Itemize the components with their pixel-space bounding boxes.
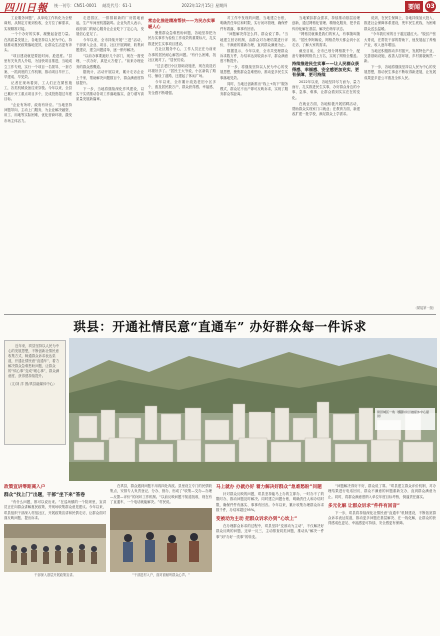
village-meeting-photo (4, 524, 106, 572)
subheading: 常态化推进精准帮扶——为民办实事暖人心 (148, 18, 216, 29)
top-column-3 (148, 16, 216, 311)
column-text: 走进园区，一排排崭新的厂房拔地而起，生产车间里机器轰鸣。企业负责人表示，政府部门的贴心服务让企业吃下了定心丸，发展信心更足了。 今年以来，全市持续开展“三进”活动，干部深入企业、项目、社区开展调研，收集问题建议，建立问题清单，逐一销号解决。 “以前办事要跑好几个部门，现在一窗受理、一次办好，真是太方便了。”前来办理业务的群众感慨道。 据统计，活动开展以来，累计走访企业上千家，帮助解决问题数百个，群众满意度持续提升。 下一步，当地将继续深化作风建设，以实干实绩推动各项工作落地落实，奋力谱写高质量发展新篇章。 (76, 16, 144, 102)
door-to-door-photo (110, 508, 212, 572)
column-text: 在办理群众诉求的过程中，珙县坚持“变被动为主动”，不仅解决好群众反映的问题，还举一反三，主动排查同类问题，推动从“解决一件事”到“办好一类事”的转变。 (216, 524, 324, 539)
intro-box (4, 340, 66, 445)
intro-text: 近年来，珙县坚持以人民为中心的发展思想，不断创新社情民意收集方式，畅通群众诉求表达渠道，开通社情民意“直通车”，着力解决群众急难愁盼问题，让群众的“烦心事”变成“暖心事”，群众满意度、获得感持续提升。 (8, 344, 60, 378)
top-column-6 (364, 16, 436, 304)
masthead-cn: 统一刊号：CN51-0001 (54, 3, 97, 8)
divider (4, 314, 436, 315)
page-headline: 珙县：开通社情民意“直通车” 办好群众每一件诉求 (73, 319, 367, 334)
photo-caption-right: 珙县城区一角（摄影/珙县融媒体中心提供） (375, 408, 435, 430)
column-text: 在珙县，群众遇到问题不用再四处奔波。县里设立专门的民情收集点，安排专人负责登记、分办、督办，形成了“收集—交办—办理—反馈—评价”的闭环工作机制。“以前反映问题不知道找谁，现在有了直通车，一个电话就能解决。”村民说。 (110, 484, 212, 504)
page-number: 03 (426, 2, 435, 10)
column-text: 聚焦群众急难愁盼问题，各地坚持把为民办实事作为检验工作成效的重要标尺，扎实推进民生实事项目建设。 在社区服务中心，工作人员正在为前来办事的居民耐心解答问题。“有什么困难，找社区就对了。”居民们说。 “过去老旧小区基础设施差，现在改造后环境好多了。”居民王大爷说，小区新装了路灯、铺设了道路，还建起了休闲广场。 今年以来，全市累计改造老旧小区多个，惠及居民数万户，群众获得感、幸福感、安全感不断增强。 (148, 31, 216, 95)
photo-caption: 干部深入基层开展政策宣讲。 (34, 573, 76, 578)
village-meeting-illustration (4, 524, 106, 572)
subheading: 持续推进民生实事——让人民群众获得感、幸福感、安全感更加充实、更有保障、更可持续 (292, 61, 360, 78)
top-column-2 (76, 16, 144, 311)
bottom-column-4 (328, 484, 436, 634)
door-to-door-illustration (110, 508, 212, 572)
masthead (0, 0, 440, 13)
masthead-code: 邮发代号：61-1 (102, 3, 132, 8)
top-column-1 (4, 16, 72, 311)
photo-caption: “干部进村入户，面对面倾听群众心声。” (132, 573, 190, 578)
column-text: 说到，在民生保障上，各地持续加大投入，推进社会保障体系建设，兜牢民生底线，为困难群众送去温暖。 “今年我们家的日子越过越红火。”脱贫户张大哥说，在帮扶干部的帮助下，他发展起了养殖产业，收入逐年增加。 当地还积极推动乡村振兴，发展特色产业，完善基础设施，改善人居环境，乡村面貌焕然一新。 下一步，各地将继续坚持以人民为中心的发展思想，推动民生事业不断取得新进展，让发展成果更多更公平惠及全体人民。 (364, 16, 436, 80)
newspaper-logo: 四川日報 (4, 2, 48, 14)
top-column-5 (292, 16, 360, 311)
section-title: 马上就办 办就办好 着力解决好群众“急难愁盼”问题 (216, 485, 322, 490)
continued-note: （紧接第一版） (413, 306, 436, 310)
bottom-column-3 (216, 484, 324, 634)
masthead-date: 2022年12月15日 星期四 (181, 3, 228, 8)
section-title: 政策宣讲零距离入户 (4, 485, 46, 490)
column-text: 下一步，珙县将持续深化社情民意“直通车”机制建设，不断拓宽群众诉求表达渠道，推动更多问题在基层解决、在一线化解，让群众的获得感成色更足、幸福感更可持续、安全感更有保障。 (328, 510, 436, 526)
column-text: 2022年以来，各地坚持尽力而为、量力而行，扎实推进民生实事，办好群众身边的小事、急事、难事，让群众看到实实在在的变化。 在就业方面，各地积极开展招聘活动，帮助群众实现家门口就业；在教育方面，新建改扩建一批学校，满足群众上学需求。 (292, 79, 360, 117)
bottom-column-1 (4, 484, 106, 634)
column-text: 对工作中发现的问题，当地建立台账，明确责任单位和时限，实行闭环管理，确保件件有着落、事事有回音。 “问题解决得怎么样，群众说了算。”当地建立回访机制，由群众对办理结果进行评价，不满意的重新办理，直到群众满意为止。 数据显示，今年以来，全市共受理群众诉求数万件，办结率达到较高水平，群众满意度不断提升。 下一步，将继续坚持以人民为中心的发展思想，聚焦群众急难愁盼，推动更多民生实事落地见效。 同时，当地还创新推出“线上+线下”服务模式，群众足不出户即可反映诉求，实现了服务群众零距离。 (220, 16, 288, 97)
section-label: 要闻 (405, 1, 423, 12)
column-text: “有什么问题，都可以说出来。”在巡场镇的一个院坝里，宣讲员正在向群众讲解惠民政策，并现场收集群众意见建议。今年以来，珙县组织干部深入村组社区，开展政策宣讲和民情走访，让群众面对面反映问题、提出诉求。 (4, 500, 106, 520)
top-column-4 (220, 16, 288, 311)
column-text: “问题解决得好不好，群众说了算。”珙县建立群众评价机制，对办理结果进行电话回访，群众不满意的问题重新交办，直到群众满意为止。同时，将群众满意度纳入单位年度目标考核，倒逼责任落实。 (328, 484, 436, 499)
column-text: 针对群众反映的问题，珙县坚持能马上办的立即办、一时办不了的限时办，推动问题及时解决。同时建立问题台账，明确责任人和办结时限，确保件件有落实、事事有回音。今年以来，累计收集办理群众诉求数千件，办结率超过95%。 (216, 492, 324, 512)
intro-byline: （文/刘 洋 图/珙县融媒体中心） (8, 382, 57, 386)
column-text: 工业服务问题”，从单纯工作转化为全程谋划，从制定方案到验收，全方位了解需求，实现精准对接。 一个个办好的实事，凝聚起奋进力量。在高质量发展上，各地坚持以人民为中心，持续推动惠民政策落地见效，让群众生活更有奔头。 “项目建设就是要抢时间、抢进度。”县里有关负责人介绍，为加快项目推进，当地成立工作专班，实行一个项目一名领导、一套方案、一抓到底的工作机制，推动项目早开工、早建成、早见效。 记者在现场看到，工人们正在紧张施工，各类机械设备往来穿梭。今年以来，全县已累计开工重点项目多个，完成投资超过年度目标。 “企业有所呼，政府有所应。”当地坚持问题导向，主动上门服务，为企业解决融资、用工、用地等实际困难，优化营商环境，激发市场主体活力。 (4, 16, 72, 123)
column-text: 当地紧扣群众需求，持续推动基层治理创新，通过网格化管理、精细化服务，把矛盾纠纷化解在基层、解决在萌芽状态。 “网格员就像是我们的家人，有事随叫随到。”居民李阿姨说，网格员每天都会到小区走访，了解大家的需求。 截至目前，全市已划分网格数千个，配备专兼职网格员上万名，实现了网格全覆盖。 (292, 16, 360, 59)
section-title: 多元化解 让群众诉求“件件有回音” (328, 503, 400, 509)
section-title: 变被动为主动 把群众诉求办到“心坎上” (216, 517, 298, 523)
section-subtitle: 群众“找上门”出题，干部“坐下来”答卷 (4, 493, 85, 498)
bottom-column-2 (110, 484, 212, 634)
